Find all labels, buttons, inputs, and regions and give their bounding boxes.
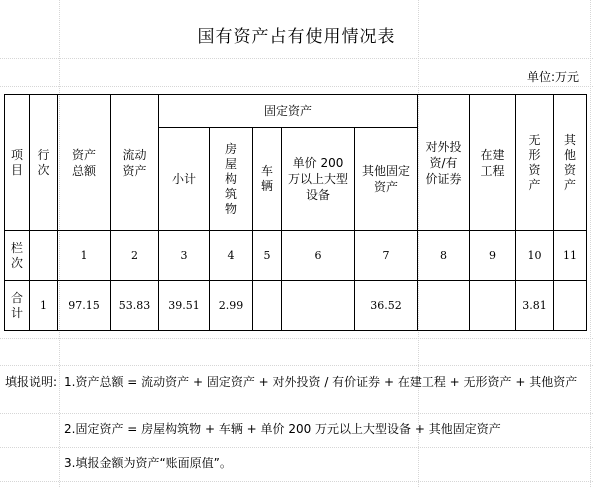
unit-label: 单位:万元 bbox=[526, 70, 579, 84]
gridline bbox=[0, 338, 593, 339]
header-vehicles: 车辆 bbox=[260, 164, 273, 193]
header-investment: 对外投资/有价证券 bbox=[425, 139, 462, 186]
colno-value: 10 bbox=[527, 248, 542, 262]
colno-value: 11 bbox=[563, 248, 577, 262]
header-row-no: 行次 bbox=[37, 147, 50, 177]
colno-value: 4 bbox=[227, 248, 235, 262]
other-fixed-value: 36.52 bbox=[370, 298, 402, 312]
colno-value: 3 bbox=[180, 248, 188, 262]
note-item-3: 3.填报金额为资产“账面原值”。 bbox=[64, 456, 232, 470]
gridline bbox=[0, 413, 593, 414]
intangible-value: 3.81 bbox=[522, 298, 547, 312]
gridline bbox=[0, 447, 593, 448]
colno-label: 栏次 bbox=[10, 240, 23, 270]
gridline bbox=[0, 481, 593, 482]
header-item: 项目 bbox=[10, 147, 23, 177]
header-other-assets: 其他资产 bbox=[563, 132, 576, 192]
header-current-assets: 流动资产 bbox=[122, 147, 147, 178]
current-assets-value: 53.83 bbox=[118, 298, 151, 312]
page-title: 国有资产占有使用情况表 bbox=[197, 27, 396, 47]
large-equipment-value bbox=[282, 281, 354, 330]
header-other-fixed: 其他固定资产 bbox=[361, 164, 410, 194]
investment-value bbox=[418, 281, 469, 330]
total-row-no: 1 bbox=[40, 298, 47, 312]
gridline bbox=[0, 58, 593, 59]
note-item-1: 1.资产总额 = 流动资产 + 固定资产 + 对外投资 / 有价证券 + 在建工程 + 无形资产 + 其他资产 bbox=[64, 375, 578, 389]
table-border-right bbox=[586, 94, 587, 331]
header-fixed-assets: 固定资产 bbox=[263, 104, 312, 118]
gridline bbox=[0, 365, 593, 366]
other-assets-value bbox=[554, 281, 586, 330]
note-item-2: 2.固定资产 = 房屋构筑物 + 车辆 + 单价 200 万元以上大型设备 + 其他固定资产 bbox=[64, 422, 501, 436]
header-large-equipment: 单价 200 万以上大型设备 bbox=[287, 156, 348, 202]
header-construction: 在建工程 bbox=[480, 147, 505, 178]
table-border-bottom bbox=[4, 330, 587, 331]
colno-value: 6 bbox=[314, 248, 322, 262]
colno-value: 1 bbox=[80, 248, 88, 262]
header-subtotal: 小计 bbox=[171, 172, 196, 186]
total-row-label: 合计 bbox=[10, 290, 23, 320]
header-total-assets: 资产总额 bbox=[71, 147, 96, 178]
colno-value: 9 bbox=[489, 248, 496, 262]
total-assets-value: 97.15 bbox=[68, 298, 100, 312]
construction-value bbox=[470, 281, 515, 330]
colno-value: 7 bbox=[382, 248, 390, 262]
header-intangible: 无形资产 bbox=[528, 132, 541, 192]
subtotal-value: 39.51 bbox=[168, 298, 200, 312]
colno-value: 5 bbox=[263, 248, 271, 262]
colno-value: 2 bbox=[131, 248, 138, 262]
gridline bbox=[0, 86, 593, 87]
vehicles-value bbox=[253, 281, 281, 330]
buildings-value: 2.99 bbox=[218, 298, 244, 312]
header-buildings: 房屋构筑物 bbox=[224, 141, 237, 216]
colno-value: 8 bbox=[440, 248, 447, 262]
notes-label: 填报说明: bbox=[4, 375, 58, 389]
